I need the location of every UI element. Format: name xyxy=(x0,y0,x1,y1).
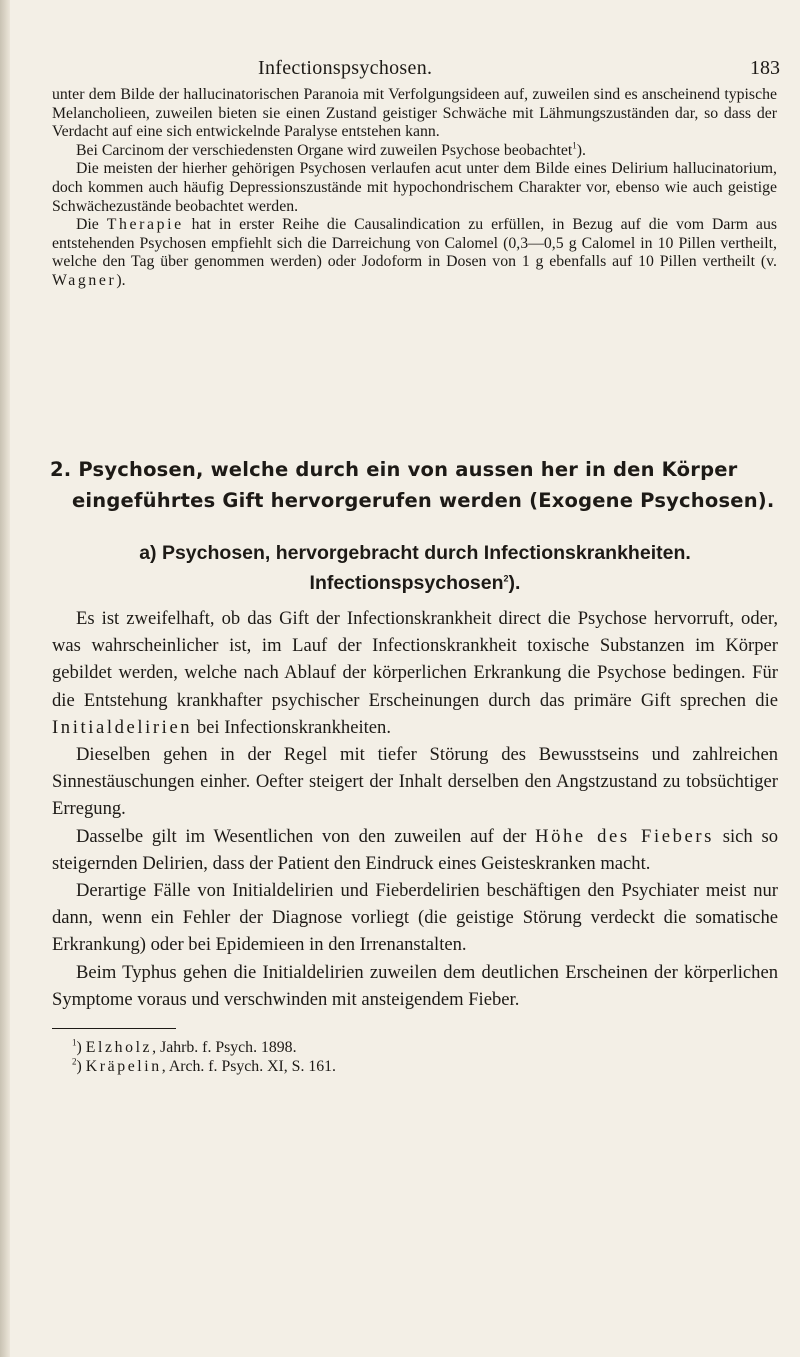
footnote-ref: 2 xyxy=(503,573,509,584)
paragraph-text: Die xyxy=(76,216,107,234)
footnote: $^1$) Elzholz, Jahrb. f. Psych. 1898. xyxy=(72,1037,297,1056)
author-name: Kräpelin xyxy=(85,1058,162,1075)
paragraph xyxy=(52,86,777,142)
paragraph-text: Derartige Fälle von Initialdelirien und Fieberdelirien beschäftigen den Psychiater meist nur dann, wenn ein Fehler der Diagnose vorliegt (die geistige Störung verdeckt die somatische Erkrankung) oder bei Epidemieen in den Irrenanstalten. xyxy=(52,880,778,956)
footnote-number: 1 xyxy=(72,1037,77,1048)
paragraph xyxy=(52,160,777,216)
footnote-ref: 1 xyxy=(572,140,577,151)
running-head: Infectionspsychosen. xyxy=(258,57,433,79)
paragraph-text: Die meisten der hierher gehörigen Psychosen verlaufen acut unter dem Bilde eines Delirium hallucinatorium, doch kommen auch häufig Depressionszustände mit hypochondrischem Charakter vor, ebenso wie auch geistige Schwächezustände beobachtet werden. xyxy=(52,160,777,215)
footnotes xyxy=(72,1038,772,1076)
emphasis-term: Therapie xyxy=(106,216,184,234)
paragraph-text: hat in erster Reihe die Causalindication zu erfüllen, in Bezug auf die vom Darm aus entstehenden Psychosen empfiehlt sich die Darreichung von Calomel (0,3—0,5 g Calomel in 10 Pillen vertheilt, welche den Tag über genommen werden) oder Jodoform in Dosen von 1 g ebenfalls auf 10 Pillen vertheilt (v. xyxy=(52,216,777,271)
paragraph-text: bei Infectionskrankheiten. xyxy=(192,716,391,738)
paragraph xyxy=(52,216,777,290)
body-text xyxy=(52,605,778,1013)
paragraph-text: unter dem Bilde der hallucinatorischen Paranoia mit Verfolgungsideen auf, zuweilen sind es anscheinend typische Melancholieen, zuweilen bieten sie einen Zustand geistiger Schwäche mit Lähmungszuständen dar, so dass der Verdacht auf eine sich entwickelnde Paralyse entstehen kann. xyxy=(52,86,777,141)
section-heading-line: 2. Psychosen, welche durch ein von aussen her in den Körper xyxy=(50,458,738,481)
paragraph-text: Dieselben gehen in der Regel mit tiefer Störung des Bewusstseins und zahlreichen Sinnestäuschungen einher. Oefter steigert der Inhalt derselben den Angstzustand zu tobsüchtiger Erregung. xyxy=(52,744,778,820)
paragraph xyxy=(52,959,778,1013)
paragraph-text: Es ist zweifelhaft, ob das Gift der Infectionskrankheit direct die Psychose hervorruft, oder, was wahrscheinlicher ist, im Lauf der Infectionskrankheit toxische Substanzen im Körper gebildet werden, welche nach Ablauf der körperlichen Erkrankung die Psychose bedingen. Für die Entstehung krankhafter psychischer Erscheinungen durch das primäre Gift sprechen die xyxy=(52,608,778,711)
subsection-heading xyxy=(50,538,780,598)
paragraph xyxy=(52,142,777,161)
footnote-text: , Jahrb. f. Psych. 1898. xyxy=(152,1039,297,1056)
footnote-divider xyxy=(52,1028,176,1029)
subsection-heading-text: ). xyxy=(508,572,521,594)
paragraph-text: ). xyxy=(576,141,586,159)
emphasis-term: Höhe des Fiebers xyxy=(535,825,714,847)
section-heading-line: eingeführtes Gift hervorgerufen werden (Exogene Psychosen). xyxy=(72,489,775,512)
page-header xyxy=(258,57,780,83)
section-heading xyxy=(50,454,780,516)
footnote: $^2$) Kräpelin, Arch. f. Psych. XI, S. 161. xyxy=(72,1056,336,1075)
paragraph-text: Dasselbe gilt im Wesentlichen von den zuweilen auf der xyxy=(76,825,536,847)
author-name: Wagner xyxy=(52,271,117,289)
paragraph-text: sich so steigernden Delirien, dass der Patient den Eindruck eines Geisteskranken macht. xyxy=(52,825,779,874)
paragraph xyxy=(52,823,778,877)
page-number: 183 xyxy=(750,57,780,79)
paragraph-text: Beim Typhus gehen die Initialdelirien zuweilen dem deutlichen Erscheinen der körperlichen Symptome voraus und verschwinden mit ansteigendem Fieber. xyxy=(52,961,778,1010)
paragraph xyxy=(52,741,778,823)
emphasis-term: Initialdelirien xyxy=(52,716,193,738)
subsection-heading-line xyxy=(50,568,780,598)
footnote-number: 2 xyxy=(72,1056,77,1067)
small-print-section xyxy=(52,86,777,291)
paragraph-text: ). xyxy=(116,271,126,289)
paragraph xyxy=(52,605,778,741)
author-name: Elzholz xyxy=(85,1039,153,1056)
paragraph-text: Bei Carcinom der verschiedensten Organe wird zuweilen Psychose beobachtet xyxy=(76,141,573,159)
binding-edge xyxy=(0,0,10,1357)
subsection-heading-line: a) Psychosen, hervorgebracht durch Infectionskrankheiten. xyxy=(139,542,691,564)
subsection-heading-text: Infectionspsychosen xyxy=(309,572,504,594)
footnote-text: , Arch. f. Psych. XI, S. 161. xyxy=(161,1058,336,1075)
paragraph xyxy=(52,877,778,959)
